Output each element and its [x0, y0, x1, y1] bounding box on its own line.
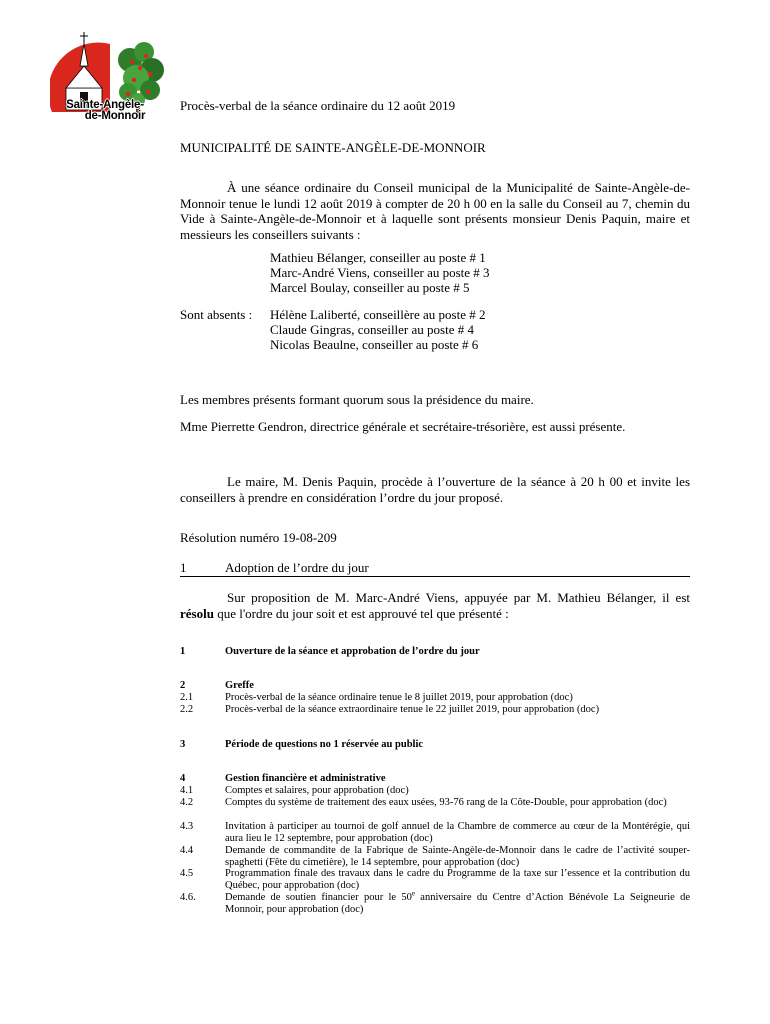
proposal-text-after: que l'ordre du jour soit et est approuvé tel que présenté : [213, 605, 509, 621]
logo-text-line2: de-Monnoir [84, 110, 146, 122]
agenda-item-text [225, 889, 690, 915]
present-councillor: Marc-André Viens, conseiller au poste # 3 [270, 265, 490, 280]
agenda-section-number: 1 [180, 646, 186, 657]
agenda-item-text: Procès-verbal de la séance extraordinaire tenue le 22 juillet 2019, pour approbation (doc) [225, 704, 600, 715]
present-councillor: Mathieu Bélanger, conseiller au poste # 1 [270, 250, 486, 265]
director-general-statement: Mme Pierrette Gendron, directrice générale et secrétaire-trésorière, est aussi présente. [180, 419, 626, 434]
section-underline [180, 576, 690, 577]
agenda-section-title: Ouverture de la séance et approbation de l’ordre du jour [225, 646, 480, 657]
agenda-item-number: 4.6. [180, 892, 196, 903]
agenda-section-number: 3 [180, 739, 186, 750]
agenda-item-number: 2.2 [180, 704, 194, 715]
quorum-statement: Les membres présents formant quorum sous la présidence du maire. [180, 392, 534, 407]
agenda-item-number: 4.1 [180, 785, 194, 796]
agenda-item-text: Procès-verbal de la séance ordinaire tenue le 8 juillet 2019, pour approbation (doc) [225, 692, 573, 703]
absent-councillor: Hélène Laliberté, conseillère au poste # 2 [270, 307, 486, 322]
agenda-item-number: 4.4 [180, 845, 194, 856]
opening-statement: Le maire, M. Denis Paquin, procède à l’ouverture de la séance à 20 h 00 et invite les conseillers à prendre en considération l’ordre du jour proposé. [180, 474, 690, 505]
agenda-section-number: 2 [180, 680, 186, 691]
agenda-item-text: Comptes et salaires, pour approbation (doc) [225, 785, 409, 796]
agenda-item-text-after: anniversaire du Centre d’Action Bénévole La Seigneurie de Monnoir, pour approbation (doc) [225, 892, 690, 915]
present-councillor: Marcel Boulay, conseiller au poste # 5 [270, 280, 470, 295]
agenda-section-number: 4 [180, 773, 186, 784]
agenda-section-title: Greffe [225, 680, 254, 691]
agenda-item-text: Programmation finale des travaux dans le cadre du Programme de la taxe sur l’essence et la contribution du Québec, pour approbation (doc) [225, 868, 690, 891]
intro-paragraph: À une séance ordinaire du Conseil municipal de la Municipalité de Sainte-Angèle-de-Monnoir tenue le lundi 12 août 2019 à compter de 20 h 00 en la salle du Conseil au 7, chemin du Vide à Sainte-Angèle-de-Monnoir et à laquelle sont présents monsieur Denis Paquin, maire et messieurs les conseillers suivants : [180, 180, 690, 242]
logo-text-line1: Sainte-Angèle- [66, 99, 144, 111]
agenda-section-title: Période de questions no 1 réservée au public [225, 739, 424, 750]
agenda-item-text: Comptes du système de traitement des eaux usées, 93-76 rang de la Côte-Double, pour approbation (doc) [225, 797, 667, 808]
resolution-number: Résolution numéro 19-08-209 [180, 530, 337, 545]
agenda-item-number: 4.2 [180, 797, 194, 808]
absent-councillor: Nicolas Beaulne, conseiller au poste # 6 [270, 337, 479, 352]
ordinal-superscript: e [411, 889, 415, 898]
agenda-item-number: 4.5 [180, 868, 194, 879]
document-header-title: Procès-verbal de la séance ordinaire du 12 août 2019 [180, 98, 456, 113]
absent-councillor: Claude Gingras, conseiller au poste # 4 [270, 322, 474, 337]
proposal-paragraph [180, 590, 690, 621]
proposal-resolved: résolu [180, 605, 214, 621]
agenda-item-number: 4.3 [180, 821, 194, 832]
agenda-item-text: Invitation à participer au tournoi de golf annuel de la Chambre de commerce au cœur de la Montérégie, qui aura lieu le 12 septembre, pour approbation (doc) [225, 821, 690, 844]
agenda-section-title: Gestion financière et administrative [225, 773, 386, 784]
agenda-item-text-before: Demande de soutien financier pour le 50 [225, 892, 412, 903]
absent-label: Sont absents : [180, 307, 253, 322]
municipality-logo [50, 30, 168, 126]
section-title: Adoption de l’ordre du jour [225, 560, 369, 575]
municipality-name: MUNICIPALITÉ DE SAINTE-ANGÈLE-DE-MONNOIR [180, 140, 486, 155]
agenda-item-text: Demande de commandite de la Fabrique de Sainte-Angèle-de-Monnoir dans le cadre de l’activité souper-spaghetti (Fête du cimetière), le 14 septembre, pour approbation (doc) [225, 845, 690, 868]
proposal-text-before: Sur proposition de M. Marc-André Viens, appuyée par M. Mathieu Bélanger, il est [227, 590, 690, 605]
section-number: 1 [180, 560, 187, 575]
agenda-item-number: 2.1 [180, 692, 194, 703]
